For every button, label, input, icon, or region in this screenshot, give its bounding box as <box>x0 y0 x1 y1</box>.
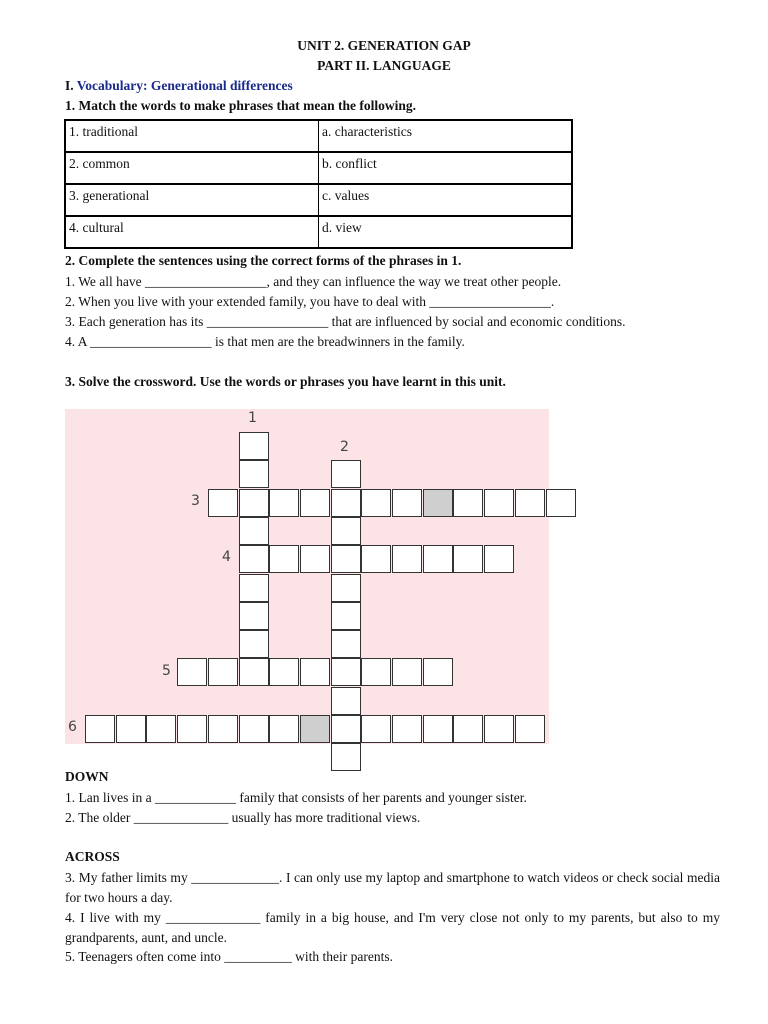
table-cell-right: c. values <box>319 184 573 216</box>
table-cell-right: b. conflict <box>319 152 573 184</box>
clue-number-4: 4 <box>222 549 231 565</box>
clue-number-5: 5 <box>162 663 171 679</box>
crossword-cell[interactable] <box>239 715 269 743</box>
crossword-cell[interactable] <box>331 489 361 517</box>
crossword-cell[interactable] <box>239 517 269 545</box>
clue-number-1: 1 <box>248 410 257 426</box>
matching-table <box>64 119 573 249</box>
sentence-2: 2. When you live with your extended family, you have to deal with __________________. <box>65 294 555 309</box>
crossword-cell[interactable] <box>269 658 299 686</box>
crossword-cell[interactable] <box>331 715 361 743</box>
crossword-cell[interactable] <box>515 489 545 517</box>
clue-number-6: 6 <box>68 719 77 735</box>
crossword-cell[interactable] <box>269 545 299 573</box>
crossword-cell[interactable] <box>146 715 176 743</box>
crossword-cell[interactable] <box>269 715 299 743</box>
table-cell-right: d. view <box>319 216 573 248</box>
crossword-cell[interactable] <box>239 602 269 630</box>
sentence-4: 4. A __________________ is that men are the breadwinners in the family. <box>65 334 465 349</box>
table-row <box>65 216 572 248</box>
crossword-cell[interactable] <box>300 658 330 686</box>
crossword-cell[interactable] <box>453 715 483 743</box>
across-clue-3: 3. My father limits my _____________. I can only use my laptop and smartphone to watch videos or check social media for two hours a day. <box>65 870 720 905</box>
crossword-cell[interactable] <box>300 545 330 573</box>
page-subtitle: PART II. LANGUAGE <box>317 58 451 73</box>
crossword-cell[interactable] <box>116 715 146 743</box>
crossword-cell[interactable] <box>392 715 422 743</box>
crossword-cell[interactable] <box>239 432 269 460</box>
table-cell-left: 4. cultural <box>65 216 319 248</box>
crossword-cell[interactable] <box>331 517 361 545</box>
crossword-cell[interactable] <box>331 574 361 602</box>
clue-number-2: 2 <box>340 439 349 455</box>
crossword-cell[interactable] <box>331 545 361 573</box>
crossword-grid <box>65 409 549 744</box>
across-clue-5: 5. Teenagers often come into __________ with their parents. <box>65 949 393 964</box>
crossword-cell[interactable] <box>361 658 391 686</box>
across-heading: ACROSS <box>65 849 120 864</box>
crossword-cell[interactable] <box>484 489 514 517</box>
section-numeral: I. <box>65 78 74 93</box>
table-cell-left: 2. common <box>65 152 319 184</box>
crossword-cell[interactable] <box>361 715 391 743</box>
sentence-3: 3. Each generation has its __________________ that are influenced by social and economic conditions. <box>65 314 626 329</box>
crossword-cell[interactable] <box>331 460 361 488</box>
crossword-cell[interactable] <box>239 630 269 658</box>
exercise3-instruction: 3. Solve the crossword. Use the words or phrases you have learnt in this unit. <box>65 374 506 389</box>
crossword-cell[interactable] <box>331 602 361 630</box>
section-heading <box>65 78 293 94</box>
crossword-cell[interactable] <box>392 545 422 573</box>
table-row <box>65 184 572 216</box>
crossword-cell[interactable] <box>177 715 207 743</box>
crossword-cell[interactable] <box>484 715 514 743</box>
across-clue-4: 4. I live with my ______________ family in a big house, and I'm very close not only to my parents, but also to my grandparents, aunt, and uncle. <box>65 910 720 945</box>
down-clue-2: 2. The older ______________ usually has more traditional views. <box>65 810 421 825</box>
exercise1-instruction: 1. Match the words to make phrases that mean the following. <box>65 98 416 113</box>
crossword-cell[interactable] <box>177 658 207 686</box>
crossword-cell[interactable] <box>423 658 453 686</box>
clue-number-3: 3 <box>191 493 200 509</box>
crossword-cell[interactable] <box>239 545 269 573</box>
crossword-cell[interactable] <box>239 489 269 517</box>
crossword-cell[interactable] <box>453 489 483 517</box>
crossword-cell[interactable] <box>331 687 361 715</box>
crossword-cell[interactable] <box>300 715 330 743</box>
crossword-cell[interactable] <box>300 489 330 517</box>
down-heading: DOWN <box>65 769 109 784</box>
crossword-cell[interactable] <box>208 658 238 686</box>
crossword-cell[interactable] <box>331 630 361 658</box>
crossword-cell[interactable] <box>361 545 391 573</box>
crossword-cell[interactable] <box>331 658 361 686</box>
exercise2-instruction: 2. Complete the sentences using the correct forms of the phrases in 1. <box>65 253 462 268</box>
page-title: UNIT 2. GENERATION GAP <box>297 38 471 53</box>
crossword-cell[interactable] <box>423 715 453 743</box>
crossword-cell[interactable] <box>423 489 453 517</box>
crossword-cell[interactable] <box>331 743 361 771</box>
crossword-cell[interactable] <box>239 574 269 602</box>
table-cell-left: 1. traditional <box>65 120 319 152</box>
crossword-cell[interactable] <box>484 545 514 573</box>
crossword-cell[interactable] <box>392 658 422 686</box>
sentence-1: 1. We all have __________________, and they can influence the way we treat other people. <box>65 274 562 289</box>
crossword-cell[interactable] <box>239 460 269 488</box>
crossword-cell[interactable] <box>208 715 238 743</box>
crossword-cell[interactable] <box>515 715 545 743</box>
crossword-cell[interactable] <box>392 489 422 517</box>
down-clue-1: 1. Lan lives in a ____________ family that consists of her parents and younger sister. <box>65 790 527 805</box>
crossword-cell[interactable] <box>208 489 238 517</box>
table-row <box>65 120 572 152</box>
crossword-cell[interactable] <box>239 658 269 686</box>
crossword-cell[interactable] <box>269 489 299 517</box>
section-title: Vocabulary: Generational differences <box>76 78 293 93</box>
crossword-cell[interactable] <box>546 489 576 517</box>
crossword-cell[interactable] <box>453 545 483 573</box>
crossword-cell[interactable] <box>85 715 115 743</box>
table-cell-left: 3. generational <box>65 184 319 216</box>
table-row <box>65 152 572 184</box>
crossword-cell[interactable] <box>423 545 453 573</box>
crossword-cell[interactable] <box>361 489 391 517</box>
table-cell-right: a. characteristics <box>319 120 573 152</box>
